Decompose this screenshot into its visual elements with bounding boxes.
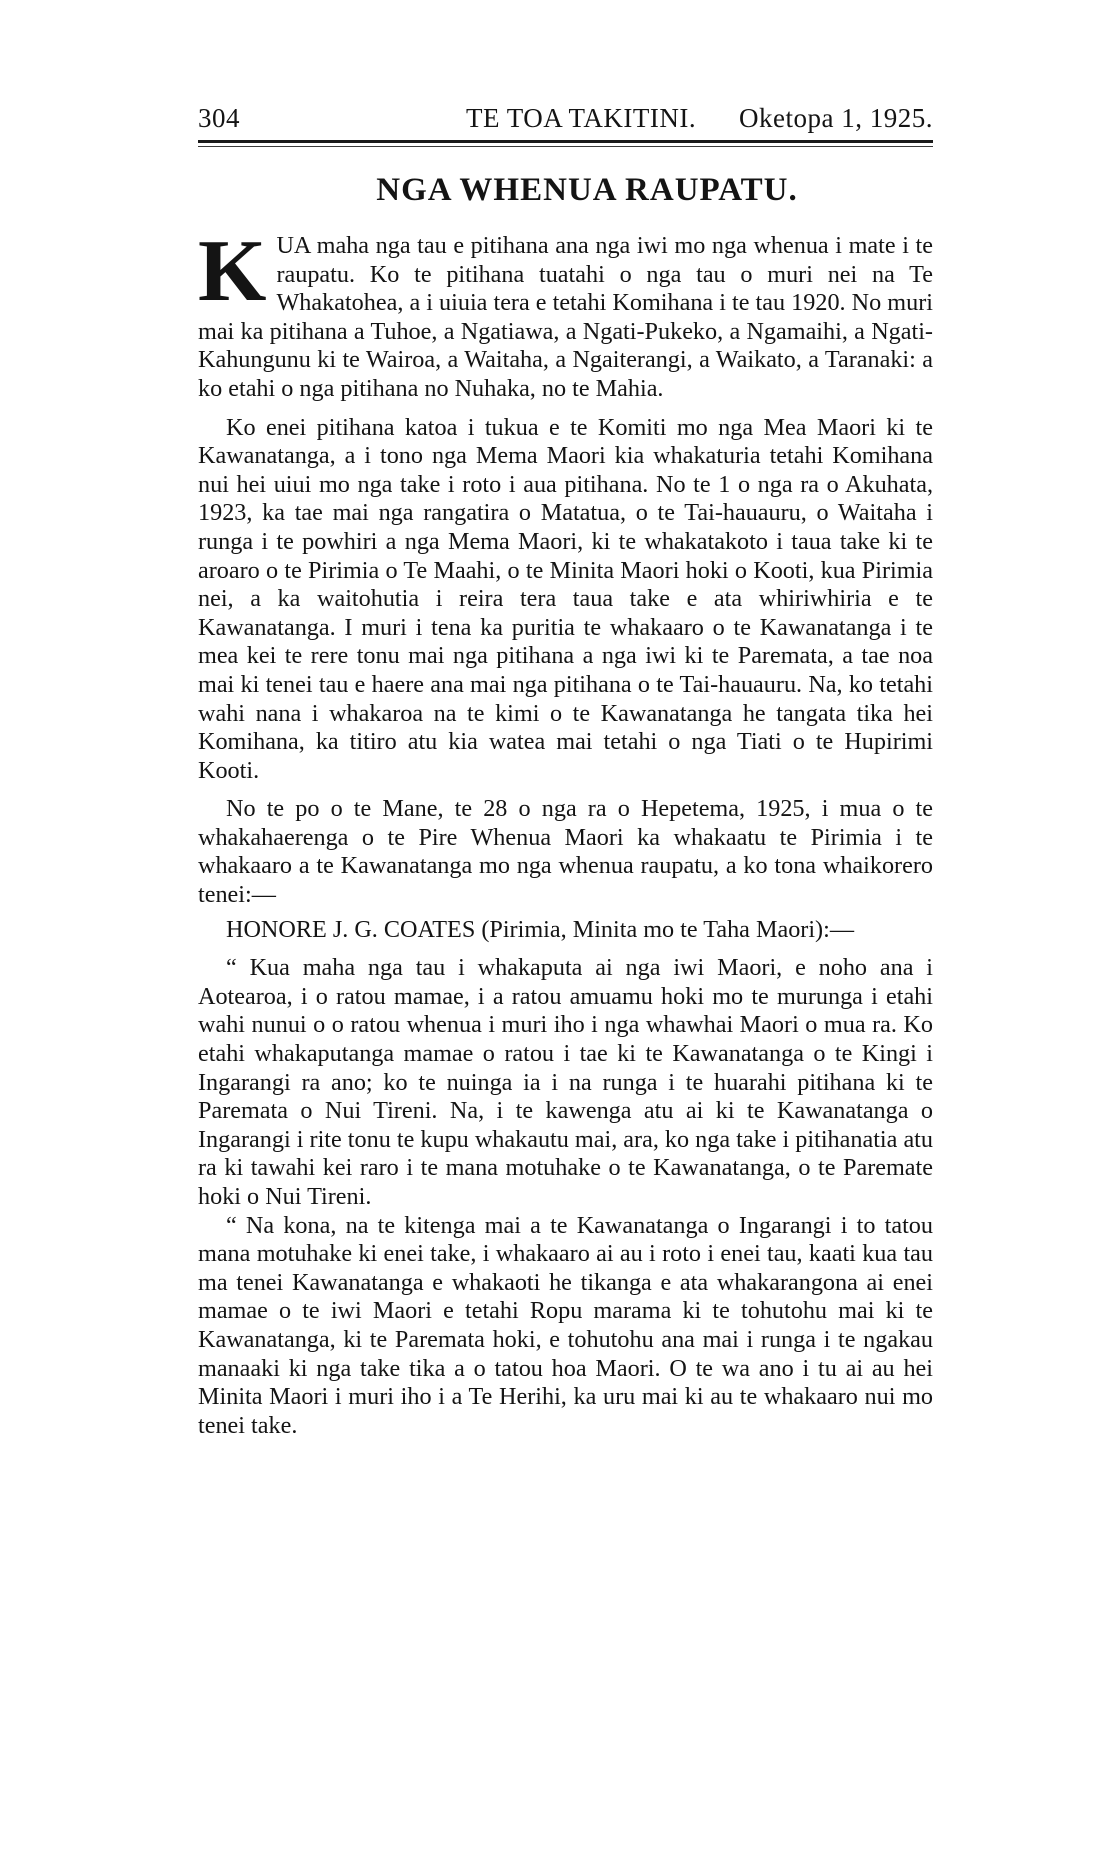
article-body <box>198 223 933 1440</box>
header-rule <box>198 140 933 143</box>
paragraph-5: “ Kua maha nga tau i whakaputa ai nga iwi Maori, e noho ana i Aotearoa, i o ratou mamae, i a ratou amuamu hoki mo te murunga i etahi wahi nunui o o ratou whenua i muri iho i nga whawhai Maori o mua ra. Ko etahi whakaputanga mamae o ratou i tae ki te Kawanatanga o te Kingi i Ingarangi ra ano; ko te nuinga ia i na runga i te huarahi pitihana ki te Paremata o Nui Tireni. Na, i te kawenga atu ai ki te Kawanatanga o Ingarangi i rite tonu te kupu whakautu mai, ara, ko nga take i pitihanatia atu ra ki tawahi kei raro i te mana motuhake o te Kawanatanga, o te Paremate hoki o Nui Tireni. <box>198 954 933 1210</box>
speaker-line: HONORE J. G. COATES (Pirimia, Minita mo te Taha Maori):— <box>226 915 855 943</box>
paragraph-3: No te po o te Mane, te 28 o nga ra o Hepetema, 1925, i mua o te whakahaerenga o te Pire Whenua Maori ka whakaatu te Pirimia i te whakaaro a te Kawanatanga mo nga whenua raupatu, a ko tona whaikorero tenei:— <box>198 795 933 909</box>
paragraph-1 <box>198 223 933 404</box>
header-rule-thin <box>198 146 933 147</box>
paragraph-6: “ Na kona, na te kitenga mai a te Kawanatanga o Ingarangi i to tatou mana motuhake ki enei take, i whakaaro ai au i roto i enei tau, kaati kua tau ma tenei Kawanatanga e whakaoti he tikanga e ata whakarangona ai enei mamae o te iwi Maori e tetahi Ropu marama ki te tohutohu mai ki te Kawanatanga, ki te Paremata hoki, e tohutohu ana mai i runga i te ngakau manaaki ki nga take tika a o tatou hoa Maori. O te wa ano i tu ai au hei Minita Maori i muri iho i a Te Herihi, ka uru mai ki au te whakaaro nui mo tenei take. <box>198 1211 933 1439</box>
drop-cap: K <box>198 223 267 320</box>
paragraph-2: Ko enei pitihana katoa i tukua e te Komiti mo nga Mea Maori ki te Kawanatanga, a i tono nga Mema Maori kia whakaturia tetahi Komihana nui hei uiui mo nga take i roto i aua pitihana. No te 1 o nga ra o Akuhata, 1923, ka tae mai nga rangatira o Matatua, o te Tai-hauauru, o Waitaha i runga i te powhiri a nga Mema Maori, ki te whakatakoto i taua take ki te aroaro o te Pirimia o Te Maahi, o te Minita Maori hoki o Kooti, kua Pirimia nei, a ka waitohutia i reira tera taua take e ata whiriwhiria e te Kawanatanga. I muri i tena ka puritia te whakaaro o te Kawanatanga i te mea kei te rere tonu mai nga pitihana a nga iwi ki te Paremata, a tae noa mai ki tenei tau e haere ana mai nga pitihana o te Tai-hauauru. Na, ko tetahi wahi nana i whakaroa na te kimi o te Kawanatanga he tangata tika hei Komihana, ka titiro atu kia watea mai tetahi o nga Tiati o te Hupirimi Kooti. <box>198 413 933 784</box>
article-title: NGA WHENUA RAUPATU. <box>376 172 798 208</box>
running-header <box>198 100 933 136</box>
page-number: 304 <box>198 103 240 133</box>
issue-date: Oketopa 1, 1925. <box>739 103 933 133</box>
publication-name: TE TOA TAKITINI. <box>466 103 697 133</box>
paragraph-1-text: UA maha nga tau e pitihana ana nga iwi mo nga whenua i mate i te raupatu. Ko te pitihana tuatahi o nga tau o muri nei na Te Whakatohea, a i uiuia tera e tetahi Komihana i te tau 1920. No muri mai ka pitihana a Tuhoe, a Ngatiawa, a Ngati-Pukeko, a Ngamaihi, a Ngati-Kahungunu ki te Wairoa, a Waitaha, a Ngaiterangi, a Waikato, a Taranaki: a ko etahi o nga pitihana no Nuhaka, no te Mahia. <box>198 232 933 402</box>
